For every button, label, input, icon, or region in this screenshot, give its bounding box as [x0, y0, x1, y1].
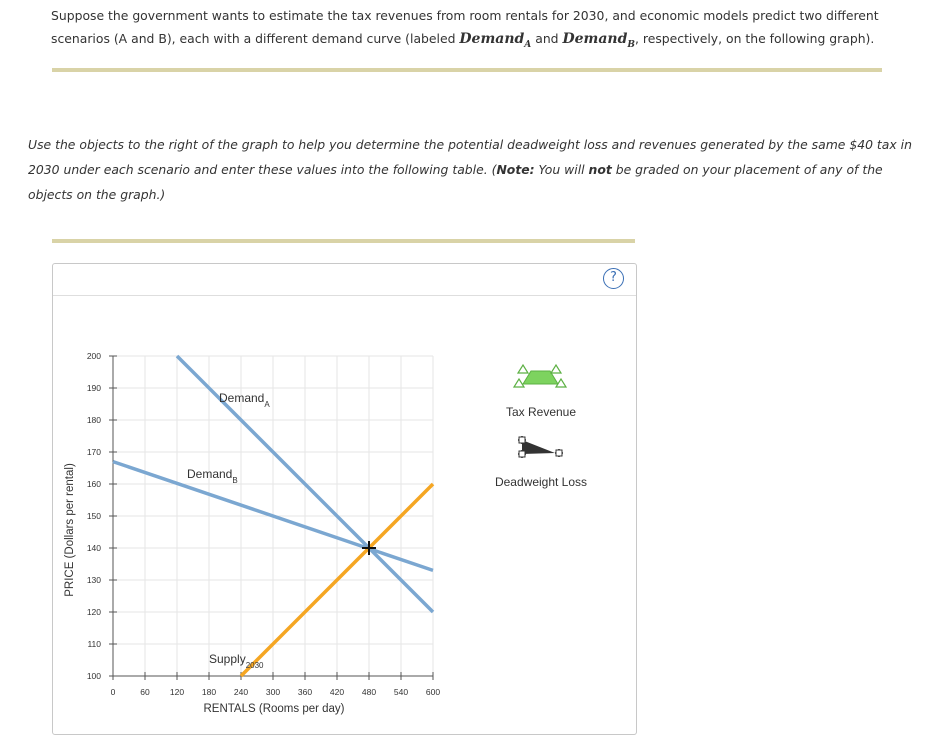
- y-tick-label: 150: [86, 511, 101, 521]
- tax-revenue-handle: [551, 365, 561, 373]
- x-tick-label: 240: [233, 687, 249, 697]
- y-tick-label: 130: [86, 575, 101, 585]
- demand-b-term: Demand$_B$: [562, 31, 635, 50]
- tax-revenue-handle: [514, 379, 524, 387]
- deadweight-loss-icon[interactable]: [522, 440, 555, 454]
- intro-line-2-start: scenarios (A and B), each with a different demand curve (labeled: [51, 31, 460, 46]
- note-label: Note:: [496, 162, 535, 177]
- y-tick-label: 180: [86, 415, 101, 425]
- x-tick-label: 420: [329, 687, 345, 697]
- deadweight-loss-handle-box: [556, 450, 562, 456]
- tax-revenue-handle: [518, 365, 528, 373]
- x-tick-label: 480: [361, 687, 377, 697]
- y-tick-label: 120: [86, 607, 101, 617]
- x-tick-label: 180: [201, 687, 217, 697]
- deadweight-loss-handle-box: [519, 437, 525, 443]
- supply-label: Supply$_{2030}$: [209, 652, 264, 670]
- x-tick-label: 300: [265, 687, 281, 697]
- y-tick-label: 100: [86, 671, 101, 681]
- deadweight-loss-label: Deadweight Loss: [494, 475, 588, 489]
- x-tick-label: 120: [169, 687, 185, 697]
- intro-text: [51, 4, 891, 57]
- graph-panel: [52, 263, 637, 735]
- intro-and: and: [531, 31, 563, 46]
- y-tick-label: 190: [86, 383, 101, 393]
- instructions-text: Use the objects to the right of the graph to help you determine the potential deadweight loss and revenues generated by the same $40 tax in 2030 under each scenario and enter these values into the following table. (Note: You will not be graded on your placement of any of the objects on the graph.): [28, 137, 912, 202]
- divider-middle: [52, 239, 635, 243]
- x-tick-label: 0: [110, 687, 116, 697]
- demand-a-term: Demand$_A$: [459, 31, 532, 50]
- y-tick-label: 200: [86, 351, 101, 361]
- intro-line-2-end: , respectively, on the following graph).: [635, 31, 875, 46]
- x-tick-label: 540: [393, 687, 409, 697]
- help-button[interactable]: ?: [603, 268, 624, 289]
- y-tick-label: 140: [86, 543, 101, 553]
- tax-revenue-label: Tax Revenue: [505, 405, 577, 419]
- deadweight-loss-handle-box: [519, 451, 525, 457]
- tax-revenue-tool[interactable]: [514, 365, 566, 387]
- x-axis-title: RENTALS (Rooms per day): [203, 703, 345, 715]
- y-axis-title: PRICE (Dollars per rental): [64, 463, 76, 597]
- y-tick-label: 160: [86, 479, 101, 489]
- demand-b-label: Demand$_B$: [187, 467, 238, 485]
- x-tick-label: 60: [140, 687, 150, 697]
- x-tick-label: 360: [297, 687, 313, 697]
- y-tick-label: 170: [86, 447, 101, 457]
- intro-line-1: Suppose the government wants to estimate the tax revenues from room rentals for 2030, and economic models predict two different: [51, 8, 879, 23]
- deadweight-loss-tool[interactable]: [518, 436, 563, 458]
- x-tick-label: 600: [425, 687, 441, 697]
- supply-demand-graph[interactable]: [53, 264, 636, 734]
- divider-top: [52, 68, 882, 72]
- not-word: not: [588, 162, 612, 177]
- demand-a-label: Demand$_A$: [219, 391, 270, 409]
- y-tick-label: 110: [87, 639, 101, 649]
